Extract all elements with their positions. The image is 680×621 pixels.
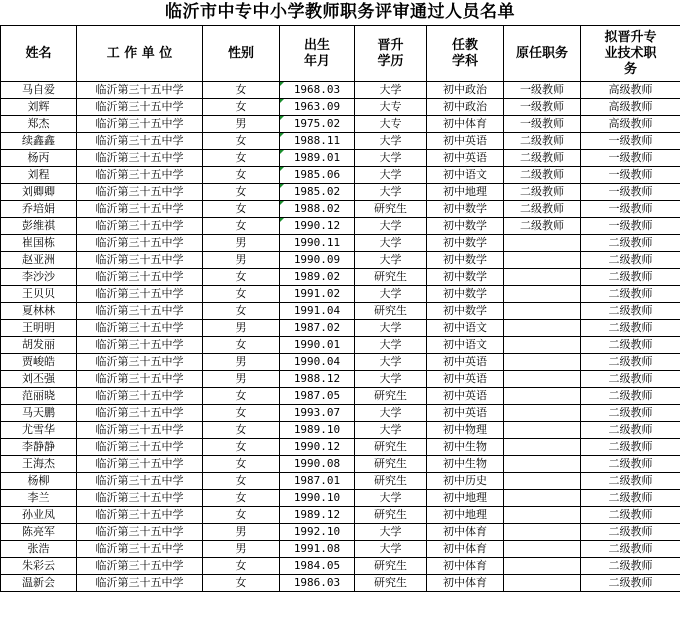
cell-gender: 男 [203,320,280,337]
table-row [1,99,680,116]
cell-gender: 女 [203,575,280,592]
table-row [1,337,680,354]
cell-birth: 1991.08 [280,541,355,558]
cell-original-title: 二级教师 [504,184,581,201]
cell-education: 大学 [355,218,427,235]
table-row [1,116,680,133]
cell-education: 大专 [355,99,427,116]
cell-subject: 初中英语 [427,133,504,150]
cell-proposed-title: 二级教师 [581,388,680,405]
cell-birth: 1992.10 [280,524,355,541]
cell-gender: 女 [203,439,280,456]
cell-name: 李沙沙 [1,269,77,286]
cell-education: 大学 [355,524,427,541]
header-unit: 工 作 单 位 [77,26,203,82]
table-row [1,439,680,456]
cell-proposed-title: 二级教师 [581,575,680,592]
cell-original-title [504,507,581,524]
cell-subject: 初中英语 [427,371,504,388]
cell-subject: 初中政治 [427,82,504,99]
cell-proposed-title: 二级教师 [581,541,680,558]
cell-education: 大学 [355,150,427,167]
cell-unit: 临沂第三十五中学 [77,201,203,218]
cell-unit: 临沂第三十五中学 [77,286,203,303]
cell-name: 贾峻皓 [1,354,77,371]
cell-unit: 临沂第三十五中学 [77,252,203,269]
table-row [1,184,680,201]
cell-name: 续鑫鑫 [1,133,77,150]
cell-subject: 初中体育 [427,558,504,575]
cell-subject: 初中历史 [427,473,504,490]
cell-birth: 1993.07 [280,405,355,422]
cell-proposed-title: 二级教师 [581,286,680,303]
cell-unit: 临沂第三十五中学 [77,575,203,592]
cell-unit: 临沂第三十五中学 [77,524,203,541]
cell-subject: 初中数学 [427,286,504,303]
cell-name: 马自爱 [1,82,77,99]
cell-education: 大学 [355,337,427,354]
cell-unit: 临沂第三十五中学 [77,235,203,252]
cell-unit: 临沂第三十五中学 [77,405,203,422]
cell-unit: 临沂第三十五中学 [77,439,203,456]
cell-unit: 临沂第三十五中学 [77,456,203,473]
table-row [1,422,680,439]
header-name: 姓名 [1,26,77,82]
cell-proposed-title: 二级教师 [581,235,680,252]
cell-subject: 初中生物 [427,439,504,456]
cell-unit: 临沂第三十五中学 [77,133,203,150]
cell-subject: 初中语文 [427,167,504,184]
cell-name: 李兰 [1,490,77,507]
cell-birth: 1988.12 [280,371,355,388]
table-row [1,320,680,337]
cell-original-title [504,235,581,252]
cell-education: 大学 [355,405,427,422]
cell-gender: 男 [203,371,280,388]
cell-original-title: 二级教师 [504,133,581,150]
cell-birth: 1975.02 [280,116,355,133]
cell-birth: 1989.02 [280,269,355,286]
cell-subject: 初中数学 [427,235,504,252]
cell-proposed-title: 一级教师 [581,201,680,218]
cell-subject: 初中数学 [427,201,504,218]
cell-unit: 临沂第三十五中学 [77,354,203,371]
table-row [1,490,680,507]
cell-education: 大学 [355,252,427,269]
table-row [1,507,680,524]
cell-education: 研究生 [355,439,427,456]
cell-birth: 1988.02 [280,201,355,218]
cell-birth: 1991.02 [280,286,355,303]
cell-gender: 女 [203,167,280,184]
cell-proposed-title: 二级教师 [581,439,680,456]
cell-education: 大学 [355,371,427,388]
cell-proposed-title: 二级教师 [581,473,680,490]
cell-subject: 初中体育 [427,575,504,592]
cell-proposed-title: 二级教师 [581,303,680,320]
cell-unit: 临沂第三十五中学 [77,507,203,524]
cell-proposed-title: 高级教师 [581,116,680,133]
cell-unit: 临沂第三十五中学 [77,99,203,116]
cell-gender: 女 [203,184,280,201]
cell-proposed-title: 二级教师 [581,456,680,473]
cell-education: 大学 [355,235,427,252]
cell-subject: 初中英语 [427,405,504,422]
cell-proposed-title: 二级教师 [581,558,680,575]
cell-proposed-title: 二级教师 [581,354,680,371]
table-row [1,541,680,558]
cell-original-title [504,524,581,541]
cell-birth: 1987.02 [280,320,355,337]
cell-gender: 女 [203,269,280,286]
cell-education: 大学 [355,82,427,99]
cell-original-title: 二级教师 [504,150,581,167]
cell-proposed-title: 一级教师 [581,133,680,150]
cell-name: 刘卿卿 [1,184,77,201]
cell-gender: 女 [203,405,280,422]
cell-subject: 初中地理 [427,490,504,507]
cell-birth: 1986.03 [280,575,355,592]
cell-original-title: 二级教师 [504,218,581,235]
cell-proposed-title: 二级教师 [581,524,680,541]
table-row [1,575,680,592]
cell-gender: 男 [203,235,280,252]
cell-birth: 1990.04 [280,354,355,371]
cell-original-title [504,490,581,507]
cell-subject: 初中语文 [427,320,504,337]
cell-gender: 女 [203,218,280,235]
cell-name: 胡发丽 [1,337,77,354]
cell-birth: 1987.05 [280,388,355,405]
cell-proposed-title: 二级教师 [581,252,680,269]
cell-proposed-title: 二级教师 [581,405,680,422]
cell-education: 研究生 [355,507,427,524]
cell-gender: 女 [203,422,280,439]
cell-gender: 女 [203,82,280,99]
cell-subject: 初中数学 [427,269,504,286]
cell-name: 温新会 [1,575,77,592]
cell-original-title [504,252,581,269]
table-row [1,150,680,167]
cell-name: 孙业凤 [1,507,77,524]
table-header [1,26,680,82]
cell-education: 大学 [355,286,427,303]
cell-name: 彭维祺 [1,218,77,235]
table-row [1,473,680,490]
header-birth: 出生 年月 [280,26,355,82]
cell-proposed-title: 高级教师 [581,99,680,116]
cell-unit: 临沂第三十五中学 [77,150,203,167]
cell-unit: 临沂第三十五中学 [77,490,203,507]
cell-original-title [504,371,581,388]
cell-original-title [504,422,581,439]
cell-gender: 男 [203,541,280,558]
cell-proposed-title: 一级教师 [581,167,680,184]
cell-unit: 临沂第三十五中学 [77,371,203,388]
cell-unit: 临沂第三十五中学 [77,82,203,99]
cell-name: 刘丕强 [1,371,77,388]
cell-original-title: 一级教师 [504,82,581,99]
cell-education: 研究生 [355,473,427,490]
header-row [1,26,680,82]
cell-subject: 初中体育 [427,541,504,558]
cell-name: 王明明 [1,320,77,337]
table-row [1,133,680,150]
cell-education: 研究生 [355,303,427,320]
cell-proposed-title: 二级教师 [581,507,680,524]
cell-education: 大学 [355,354,427,371]
cell-education: 研究生 [355,558,427,575]
cell-original-title: 二级教师 [504,201,581,218]
cell-education: 大学 [355,184,427,201]
cell-proposed-title: 二级教师 [581,371,680,388]
table-row [1,558,680,575]
cell-subject: 初中生物 [427,456,504,473]
table-row [1,167,680,184]
cell-name: 杨柳 [1,473,77,490]
header-gender: 性别 [203,26,280,82]
cell-subject: 初中数学 [427,218,504,235]
cell-subject: 初中英语 [427,354,504,371]
cell-unit: 临沂第三十五中学 [77,320,203,337]
cell-original-title [504,354,581,371]
teacher-roster-table [0,25,680,592]
cell-education: 研究生 [355,201,427,218]
cell-unit: 临沂第三十五中学 [77,218,203,235]
cell-proposed-title: 二级教师 [581,269,680,286]
cell-proposed-title: 一级教师 [581,184,680,201]
cell-name: 范丽晓 [1,388,77,405]
cell-original-title: 一级教师 [504,99,581,116]
table-row [1,388,680,405]
cell-gender: 女 [203,201,280,218]
cell-name: 马天鹏 [1,405,77,422]
cell-subject: 初中地理 [427,507,504,524]
cell-original-title [504,473,581,490]
cell-birth: 1985.02 [280,184,355,201]
cell-unit: 临沂第三十五中学 [77,167,203,184]
cell-proposed-title: 一级教师 [581,150,680,167]
cell-subject: 初中数学 [427,252,504,269]
cell-proposed-title: 一级教师 [581,218,680,235]
cell-original-title [504,541,581,558]
table-row [1,405,680,422]
cell-original-title [504,269,581,286]
cell-name: 夏林林 [1,303,77,320]
table-row [1,235,680,252]
cell-unit: 临沂第三十五中学 [77,473,203,490]
cell-education: 研究生 [355,269,427,286]
cell-proposed-title: 高级教师 [581,82,680,99]
cell-subject: 初中英语 [427,388,504,405]
cell-original-title: 二级教师 [504,167,581,184]
cell-name: 郑杰 [1,116,77,133]
cell-name: 刘辉 [1,99,77,116]
cell-name: 刘程 [1,167,77,184]
table-row [1,524,680,541]
cell-original-title [504,558,581,575]
table-row [1,354,680,371]
cell-original-title [504,439,581,456]
cell-gender: 女 [203,456,280,473]
cell-original-title [504,405,581,422]
table-row [1,252,680,269]
cell-education: 研究生 [355,575,427,592]
table-row [1,82,680,99]
cell-birth: 1989.12 [280,507,355,524]
cell-subject: 初中地理 [427,184,504,201]
cell-unit: 临沂第三十五中学 [77,116,203,133]
header-proposed-title: 拟晋升专 业技术职 务 [581,26,680,82]
cell-birth: 1990.12 [280,439,355,456]
cell-proposed-title: 二级教师 [581,320,680,337]
cell-gender: 女 [203,133,280,150]
cell-name: 王海杰 [1,456,77,473]
cell-birth: 1987.01 [280,473,355,490]
cell-original-title [504,320,581,337]
cell-subject: 初中英语 [427,150,504,167]
cell-name: 朱彩云 [1,558,77,575]
cell-education: 大专 [355,116,427,133]
cell-original-title [504,388,581,405]
document-title: 临沂市中专中小学教师职务评审通过人员名单 [165,2,515,22]
cell-birth: 1984.05 [280,558,355,575]
cell-unit: 临沂第三十五中学 [77,184,203,201]
cell-name: 李静静 [1,439,77,456]
cell-gender: 女 [203,388,280,405]
cell-unit: 临沂第三十五中学 [77,558,203,575]
cell-unit: 临沂第三十五中学 [77,388,203,405]
cell-unit: 临沂第三十五中学 [77,337,203,354]
cell-birth: 1968.03 [280,82,355,99]
cell-birth: 1990.12 [280,218,355,235]
table-row [1,456,680,473]
cell-birth: 1991.04 [280,303,355,320]
cell-gender: 女 [203,490,280,507]
cell-birth: 1989.01 [280,150,355,167]
cell-gender: 女 [203,558,280,575]
cell-birth: 1990.11 [280,235,355,252]
cell-name: 崔国栋 [1,235,77,252]
cell-birth: 1990.08 [280,456,355,473]
cell-unit: 临沂第三十五中学 [77,541,203,558]
cell-birth: 1988.11 [280,133,355,150]
cell-education: 研究生 [355,456,427,473]
cell-education: 大学 [355,490,427,507]
cell-subject: 初中语文 [427,337,504,354]
cell-original-title [504,286,581,303]
cell-birth: 1990.09 [280,252,355,269]
cell-original-title [504,303,581,320]
cell-birth: 1990.10 [280,490,355,507]
table-row [1,286,680,303]
cell-gender: 女 [203,507,280,524]
cell-original-title [504,456,581,473]
cell-education: 大学 [355,133,427,150]
cell-proposed-title: 二级教师 [581,337,680,354]
cell-gender: 女 [203,473,280,490]
cell-subject: 初中数学 [427,303,504,320]
cell-education: 大学 [355,541,427,558]
cell-birth: 1990.01 [280,337,355,354]
cell-proposed-title: 二级教师 [581,490,680,507]
cell-name: 赵亚洲 [1,252,77,269]
cell-subject: 初中物理 [427,422,504,439]
header-original-title: 原任职务 [504,26,581,82]
cell-birth: 1985.06 [280,167,355,184]
cell-name: 张浩 [1,541,77,558]
table-row [1,371,680,388]
cell-gender: 男 [203,252,280,269]
cell-gender: 男 [203,116,280,133]
cell-original-title [504,575,581,592]
cell-proposed-title: 二级教师 [581,422,680,439]
cell-original-title [504,337,581,354]
cell-education: 大学 [355,422,427,439]
cell-gender: 男 [203,524,280,541]
table-row [1,269,680,286]
cell-subject: 初中体育 [427,116,504,133]
cell-unit: 临沂第三十五中学 [77,269,203,286]
cell-gender: 男 [203,354,280,371]
cell-name: 陈亮军 [1,524,77,541]
cell-gender: 女 [203,150,280,167]
cell-subject: 初中政治 [427,99,504,116]
cell-unit: 临沂第三十五中学 [77,303,203,320]
cell-name: 王贝贝 [1,286,77,303]
cell-original-title: 一级教师 [504,116,581,133]
header-education: 晋升 学历 [355,26,427,82]
cell-subject: 初中体育 [427,524,504,541]
cell-gender: 女 [203,303,280,320]
table-body [1,82,680,592]
cell-education: 大学 [355,167,427,184]
cell-birth: 1963.09 [280,99,355,116]
cell-birth: 1989.10 [280,422,355,439]
cell-unit: 临沂第三十五中学 [77,422,203,439]
table-row [1,201,680,218]
cell-gender: 女 [203,337,280,354]
table-row [1,303,680,320]
cell-education: 研究生 [355,388,427,405]
cell-name: 杨丙 [1,150,77,167]
header-subject: 任教 学科 [427,26,504,82]
cell-name: 尤雪华 [1,422,77,439]
table-row [1,218,680,235]
cell-education: 大学 [355,320,427,337]
cell-gender: 女 [203,286,280,303]
cell-gender: 女 [203,99,280,116]
cell-name: 乔培娟 [1,201,77,218]
